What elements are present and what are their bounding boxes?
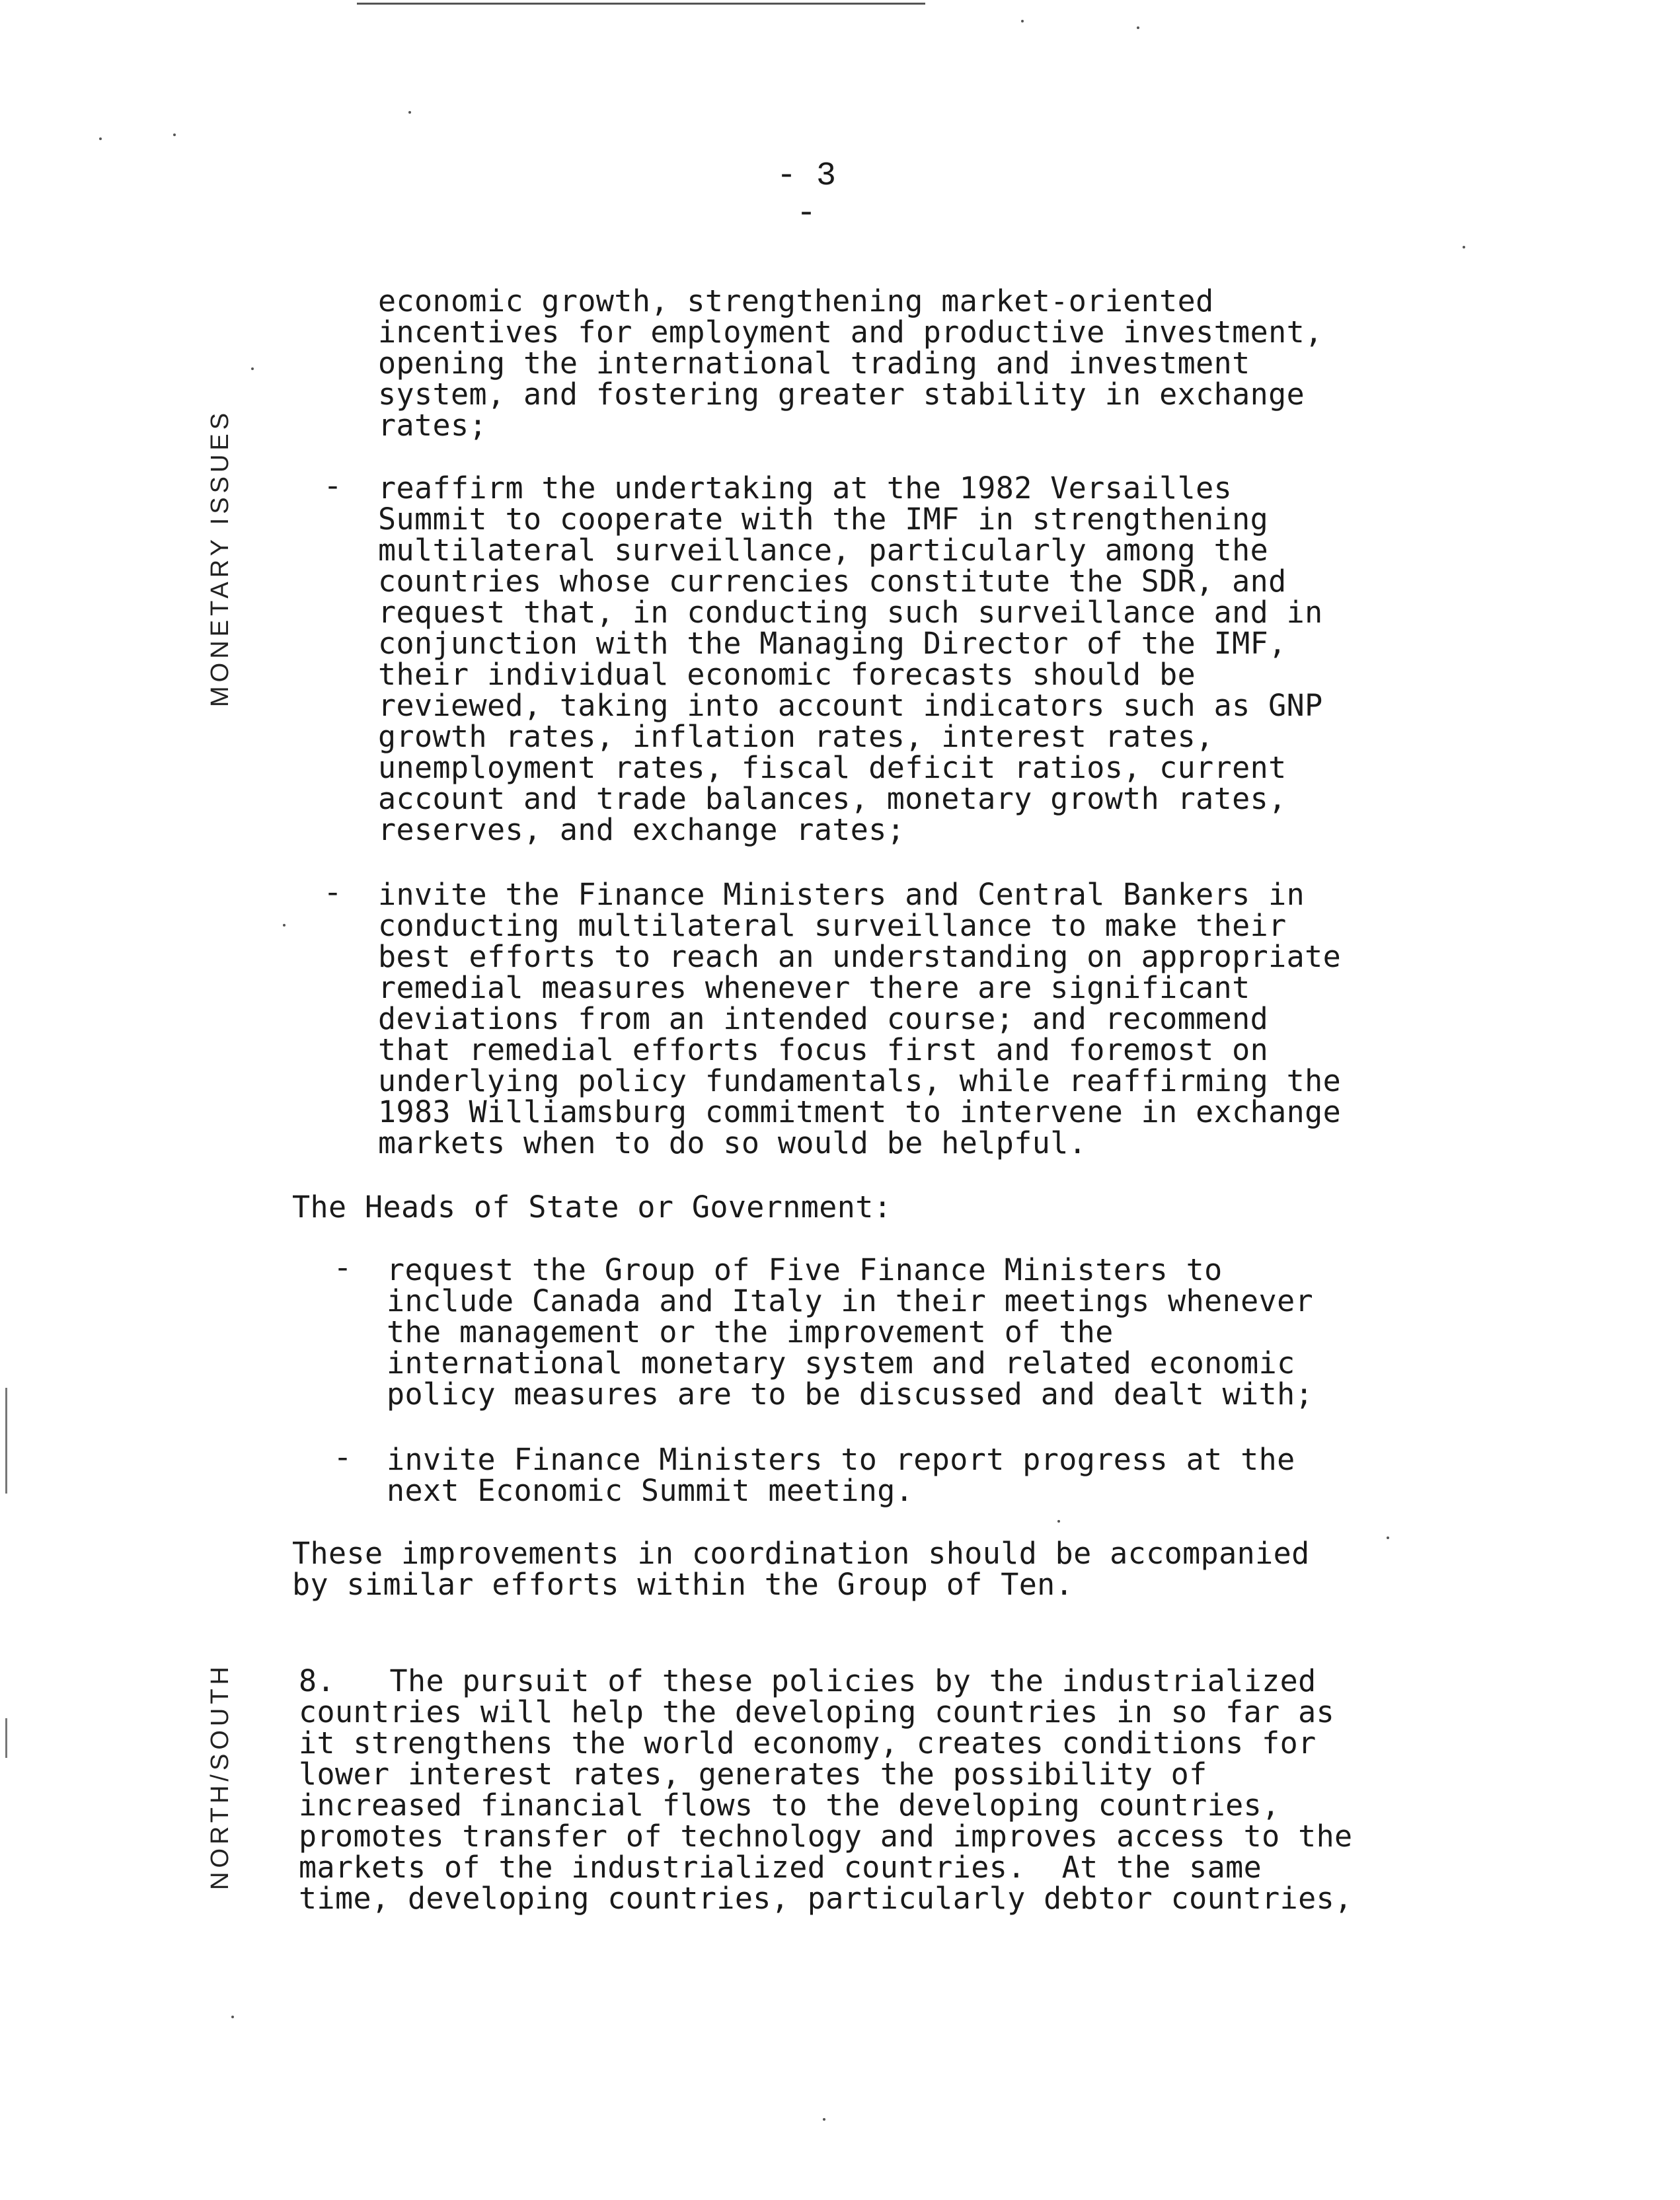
bullet-dash: - xyxy=(334,1253,352,1287)
bullet-dash: - xyxy=(324,471,342,505)
scan-speck xyxy=(1387,1536,1389,1539)
scan-speck xyxy=(1057,1520,1060,1523)
bullet-invite-report-progress: invite Finance Ministers to report progress at the next Economic Summit meeting. xyxy=(387,1442,1295,1508)
bullet-invite-finance-ministers: invite the Finance Ministers and Central Bankers in conducting multilateral surveillance to make their best efforts to reach an understanding on appropriate remedial measures whenever there are significant deviations from an intended course; and recommend that remedial efforts focus first and foremost on underlying policy fundamentals, while reaffirming the 1983 Williamsburg commitment to intervene in exchange markets when to do so would be helpful. xyxy=(378,877,1342,1160)
scan-speck xyxy=(1463,246,1465,248)
scan-speck xyxy=(1021,20,1024,22)
scan-speck xyxy=(283,924,286,927)
scan-speck xyxy=(99,137,102,140)
continuation-paragraph: economic growth, strengthening market-oriented incentives for employment and productive investment, opening the international trading and investment system, and fostering greater stability in exchange rates; xyxy=(378,284,1323,443)
bullet-dash: - xyxy=(334,1443,352,1476)
margin-label-monetary-issues: MONETARY ISSUES xyxy=(206,408,234,707)
scan-speck xyxy=(823,2118,825,2121)
heads-of-state-intro: The Heads of State or Government: xyxy=(292,1190,892,1225)
scan-speck xyxy=(1137,26,1139,29)
page-number: - 3 - xyxy=(776,157,836,233)
scan-speck xyxy=(173,133,176,136)
margin-label-north-south: NORTH/SOUTH xyxy=(206,1663,234,1890)
scan-speck xyxy=(251,367,254,370)
scan-speck xyxy=(408,111,411,114)
bullet-reaffirm-versailles: reaffirm the undertaking at the 1982 Versailles Summit to cooperate with the IMF in strengthening multilateral surveillance, particularly among the countries whose currencies constitute the SDR, and request that, in conducting such surveillance and in conjunction with the Managing Director of the IMF, their individual economic forecasts should be reviewed, taking into account indicators such as GNP growth rates, inflation rates, interest rates, unemployment rates, fiscal deficit ratios, current account and trade balances, monetary growth rates, reserves, and exchange rates; xyxy=(378,471,1323,847)
scan-top-rule xyxy=(357,3,925,5)
bullet-request-group-of-five: request the Group of Five Finance Ministers to include Canada and Italy in their meetings whenever the management or the improvement of the international monetary system and related economic policy measures are to be discussed and dealt with; xyxy=(387,1252,1314,1412)
paragraph-8: 8. The pursuit of these policies by the industrialized countries will help the developing countries in so far as it strengthens the world economy, creates conditions for lower interest rates, generates the possibility of increased financial flows to the developing countries, promotes transfer of technology and improves access to the markets of the industrialized countries. At the same time, developing countries, particularly debtor countries, xyxy=(299,1663,1353,1916)
improvements-paragraph: These improvements in coordination should be accompanied by similar efforts within the Group of Ten. xyxy=(292,1536,1310,1602)
scan-speck xyxy=(231,2016,234,2018)
scan-edge-mark xyxy=(5,1388,7,1494)
bullet-dash: - xyxy=(324,878,342,911)
scan-edge-mark xyxy=(5,1718,7,1758)
